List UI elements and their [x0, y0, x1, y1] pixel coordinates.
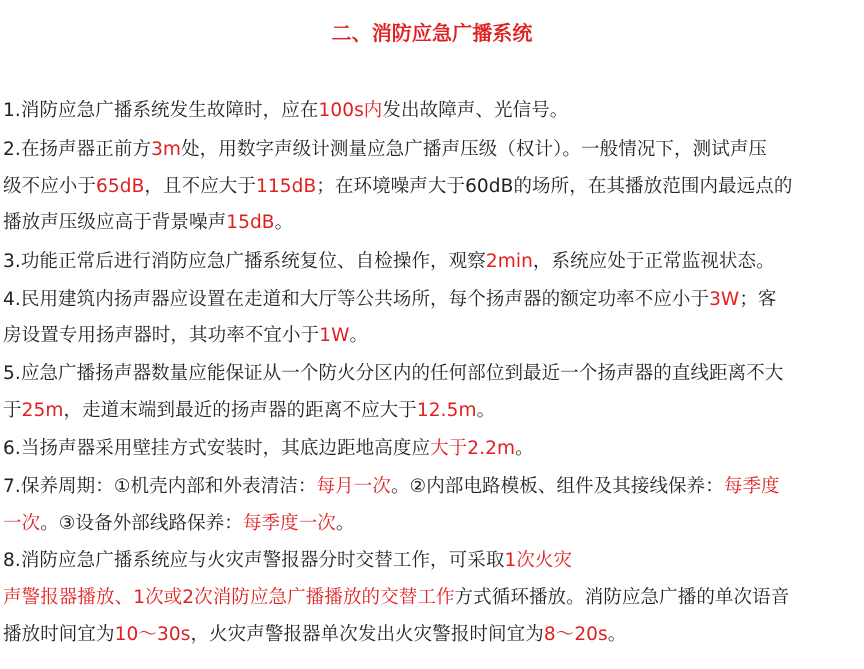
item-8-line-2 — [3, 583, 789, 609]
item-2-line-1 — [3, 135, 767, 161]
item-2-line-3 — [3, 208, 293, 234]
text-span: 。 — [274, 212, 294, 233]
text-span: 播放声压级应高于背景噪声 — [3, 212, 227, 233]
highlight-span: 每月一次 — [316, 476, 391, 497]
highlight-span: 10～30s — [114, 624, 191, 645]
highlight-span: 声警报器播放、1次或2次消防应急广播播放的交替工作 — [3, 587, 455, 608]
text-span: 。 — [335, 513, 355, 534]
text-span: 。②内部电路模板、组件及其接线保养： — [390, 476, 724, 497]
item-3-line-1 — [3, 247, 775, 273]
highlight-span: 65dB — [96, 176, 145, 197]
highlight-span: 3m — [151, 139, 182, 160]
highlight-span: 1W — [319, 325, 350, 346]
highlight-span: 一次 — [3, 513, 41, 534]
text-span: 。③设备外部线路保养： — [40, 513, 243, 534]
text-span: 1.消防应急广播系统发生故障时，应在 — [3, 100, 319, 121]
text-span: 发出故障声、光信号。 — [382, 100, 569, 121]
highlight-span: 15dB — [226, 212, 275, 233]
text-span: ，火灾声警报器单次发出火灾警报时间宜为 — [190, 624, 544, 645]
item-8-line-1 — [3, 546, 572, 572]
text-span: ，系统应处于正常监视状态。 — [532, 251, 775, 272]
highlight-span: 大于2.2m — [430, 438, 516, 459]
item-7-line-1 — [3, 472, 780, 498]
highlight-span: 每季度 — [723, 476, 780, 497]
text-span: 8.消防应急广播系统应与火灾声警报器分时交替工作，可采取 — [3, 550, 505, 571]
item-8-line-3 — [3, 620, 626, 646]
text-span: 播放时间宜为 — [3, 624, 115, 645]
text-span: 。 — [607, 624, 627, 645]
highlight-span: 1次火灾 — [504, 550, 573, 571]
text-span: 4.民用建筑内扬声器应设置在走道和大厅等公共场所，每个扬声器的额定功率不应小于 — [3, 289, 710, 310]
text-span: 于 — [3, 400, 22, 421]
text-span: 2.在扬声器正前方 — [3, 139, 152, 160]
highlight-span: 25m — [21, 400, 64, 421]
highlight-span: 8～20s — [543, 624, 608, 645]
item-2-line-2 — [3, 172, 792, 198]
text-span: 房设置专用扬声器时，其功率不宜小于 — [3, 325, 320, 346]
item-5-line-2 — [3, 396, 495, 422]
highlight-span: 100s内 — [318, 100, 383, 121]
text-span: ，走道末端到最近的扬声器的距离不应大于 — [63, 400, 417, 421]
text-span: 5.应急广播扬声器数量应能保证从一个防火分区内的任何部位到最近一个扬声器的直线距离不大 — [3, 363, 784, 384]
item-1-line-1 — [3, 96, 568, 122]
text-span: 级不应小于 — [3, 176, 97, 197]
text-span: 处，用数字声级计测量应急广播声压级（权计）。一般情况下，测试声压 — [181, 139, 768, 160]
text-span: 。 — [515, 438, 534, 459]
text-span: 7.保养周期：①机壳内部和外表清洁： — [3, 476, 317, 497]
highlight-span: 2min — [485, 251, 533, 272]
text-span: ；客 — [739, 289, 777, 310]
highlight-span: 3W — [709, 289, 740, 310]
item-6-line-1 — [3, 434, 534, 460]
highlight-span: 115dB — [256, 176, 317, 197]
text-span: 方式循环播放。消防应急广播的单次语音 — [454, 587, 790, 608]
highlight-span: 每季度一次 — [242, 513, 336, 534]
highlight-span: 12.5m — [416, 400, 477, 421]
text-span: ；在环境噪声大于60dB的场所，在其播放范围内最远点的 — [316, 176, 793, 197]
item-7-line-2 — [3, 509, 355, 535]
text-span: 。 — [349, 325, 369, 346]
item-4-line-1 — [3, 285, 777, 311]
text-span: ，且不应大于 — [144, 176, 257, 197]
page-title: 二、消防应急广播系统 — [331, 21, 533, 45]
item-5-line-1 — [3, 359, 783, 385]
text-span: 6.当扬声器采用壁挂方式安装时，其底边距地高度应 — [3, 438, 431, 459]
text-span: 。 — [476, 400, 496, 421]
item-4-line-2 — [3, 321, 368, 347]
text-span: 3.功能正常后进行消防应急广播系统复位、自检操作，观察 — [3, 251, 486, 272]
